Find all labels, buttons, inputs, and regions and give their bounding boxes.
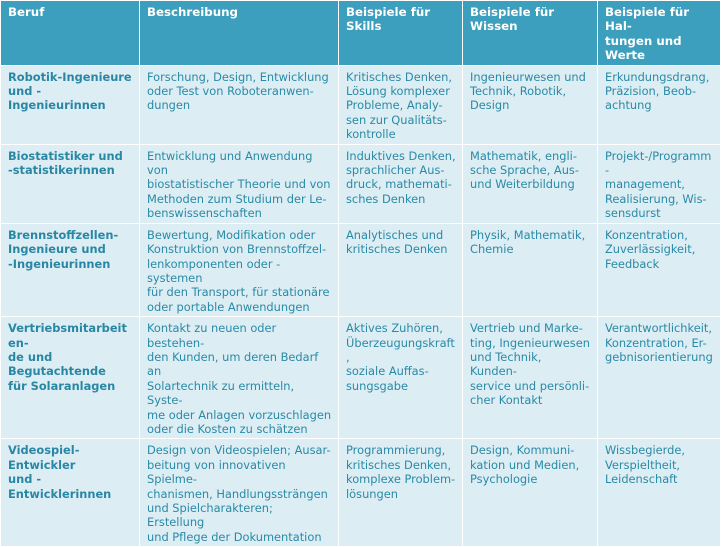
cell-haltungen: Erkundungsdrang, Präzision, Beob- achtung xyxy=(598,65,721,144)
cell-wissen: Design, Kommuni- kation und Medien, Psychologie xyxy=(463,439,598,547)
table-header xyxy=(1,1,721,66)
cell-wissen: Ingenieurwesen und Technik, Robotik, Design xyxy=(463,65,598,144)
cell-beruf: Vertriebsmitarbeiten- de und Begutachtende für Solaranlagen xyxy=(1,317,140,439)
cell-wissen: Mathematik, engli- sche Sprache, Aus- und Weiterbildung xyxy=(463,144,598,223)
cell-haltungen: Konzentration, Zuverlässigkeit, Feedback xyxy=(598,223,721,316)
cell-beruf: Robotik-Ingenieure und -Ingenieurinnen xyxy=(1,65,140,144)
table-row xyxy=(1,144,721,223)
table-row xyxy=(1,223,721,316)
cell-wissen: Physik, Mathematik, Chemie xyxy=(463,223,598,316)
header-haltungen: Beispiele für Hal- tungen und Werte xyxy=(598,1,721,66)
cell-beruf: Videospiel-Entwickler und -Entwicklerinnen xyxy=(1,439,140,547)
cell-haltungen: Projekt-/Programm- management, Realisierung, Wis- sensdurst xyxy=(598,144,721,223)
cell-beschreibung: Entwicklung und Anwendung von biostatistischer Theorie und von Methoden zum Studium der Le- benswissenschaften xyxy=(140,144,339,223)
header-row xyxy=(1,1,721,66)
cell-haltungen: Verantwortlichkeit, Konzentration, Er- gebnisorientierung xyxy=(598,317,721,439)
cell-beschreibung: Design von Videospielen; Ausar- beitung von innovativen Spielme- chanismen, Handlungssträngen und Spielcharakteren; Erstellung und Pflege der Dokumentation xyxy=(140,439,339,547)
cell-beschreibung: Bewertung, Modifikation oder Konstruktion von Brennstoffzel- lenkomponenten oder -systemen für den Transport, für stationäre oder portable Anwendungen xyxy=(140,223,339,316)
table-row xyxy=(1,439,721,547)
cell-skills: Analytisches und kritisches Denken xyxy=(339,223,463,316)
cell-skills: Induktives Denken, sprachlicher Aus- druck, mathemati- sches Denken xyxy=(339,144,463,223)
cell-beschreibung: Forschung, Design, Entwicklung oder Test von Roboteranwen- dungen xyxy=(140,65,339,144)
table-row xyxy=(1,317,721,439)
table-body xyxy=(1,65,721,547)
header-beruf: Beruf xyxy=(1,1,140,66)
cell-beruf: Biostatistiker und -statistikerinnen xyxy=(1,144,140,223)
cell-beschreibung: Kontakt zu neuen oder bestehen- den Kunden, um deren Bedarf an Solartechnik zu ermitteln, Syste- me oder Anlagen vorzuschlagen oder die Kosten zu schätzen xyxy=(140,317,339,439)
cell-beruf: Brennstoffzellen- Ingenieure und -Ingenieurinnen xyxy=(1,223,140,316)
table-row xyxy=(1,65,721,144)
cell-skills: Kritisches Denken, Lösung komplexer Probleme, Analy- sen zur Qualitäts- kontrolle xyxy=(339,65,463,144)
cell-skills: Aktives Zuhören, Überzeugungskraft, soziale Auffas- sungsgabe xyxy=(339,317,463,439)
header-beschreibung: Beschreibung xyxy=(140,1,339,66)
cell-haltungen: Wissbegierde, Verspieltheit, Leidenschaft xyxy=(598,439,721,547)
cell-skills: Programmierung, kritisches Denken, komplexe Problem- lösungen xyxy=(339,439,463,547)
cell-wissen: Vertrieb und Marke- ting, Ingenieurwesen und Technik, Kunden- service und persönli- cher Kontakt xyxy=(463,317,598,439)
header-skills: Beispiele für Skills xyxy=(339,1,463,66)
header-wissen: Beispiele für Wissen xyxy=(463,1,598,66)
